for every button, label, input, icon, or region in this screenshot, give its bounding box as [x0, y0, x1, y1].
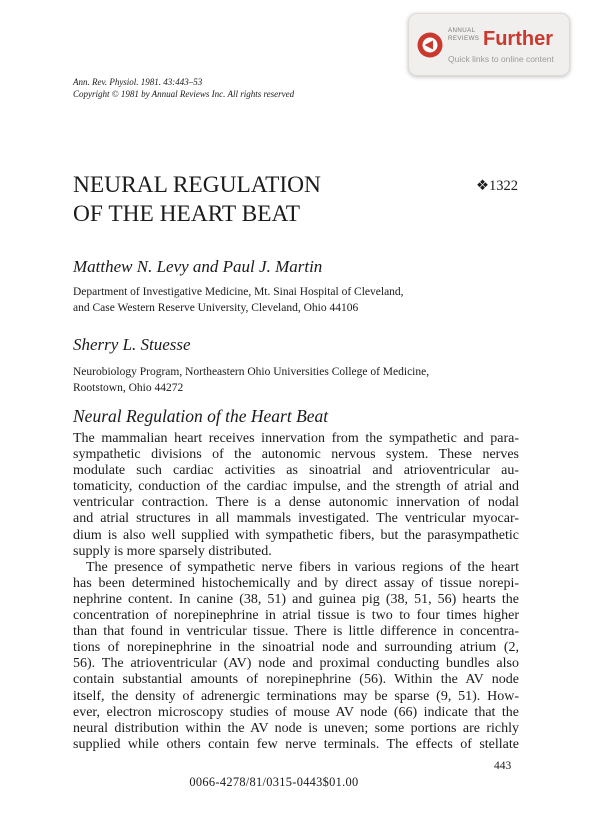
article-number: ❖1322 [476, 178, 518, 194]
author-names: Sherry L. Stuesse [73, 335, 191, 354]
article-title [73, 171, 321, 229]
body-line: sympathetic divisions of the autonomic nervous system. These nerves [73, 447, 519, 463]
body-line: than that found in ventricular tissue. There is little difference in concentra- [73, 624, 519, 640]
further-badge[interactable] [408, 13, 570, 76]
affiliation-line: Neurobiology Program, Northeastern Ohio Universities College of Medicine, [73, 366, 430, 378]
title-line: NEURAL REGULATION [73, 172, 321, 198]
body-text [73, 431, 519, 753]
affiliation-line: and Case Western Reserve University, Cleveland, Ohio 44106 [73, 302, 359, 314]
body-line: nephrine content. In canine (38, 51) and guinea pig (38, 51, 56) hearts the [73, 591, 519, 607]
section-heading: Neural Regulation of the Heart Beat [73, 406, 329, 426]
article-code: 0066-4278/81/0315-0443$01.00 [189, 775, 359, 789]
body-line: and atrial structures in all mammals investigated. The ventricular myocar- [73, 511, 519, 527]
body-line: has been determined histochemically and by direct assay of tissue norepi- [73, 575, 519, 591]
body-line: contain substantial amounts of norepinephrine (56). Within the AV node [73, 672, 519, 688]
journal-citation: Ann. Rev. Physiol. 1981. 43:443–53 [73, 77, 203, 87]
body-line: 56). The atrioventricular (AV) node and proximal conducting bundles also [73, 656, 519, 672]
body-line: supply is more sparsely distributed. [73, 543, 272, 559]
further-subtitle: Quick links to online content [448, 54, 554, 64]
publisher-name-line2: REVIEWS [448, 35, 480, 42]
body-line: itself, the density of adrenergic terminations may be sparse (9, 51). How- [73, 688, 519, 704]
publisher-name-line1: ANNUAL [448, 27, 476, 34]
paragraph [73, 560, 519, 753]
body-line: modulate such cardiac activities as sinoatrial and atrioventricular au- [73, 463, 519, 479]
body-line: tomaticity, conduction of the cardiac impulse, and the strength of atrial and [73, 479, 519, 495]
body-line: neural distribution within the AV node is uneven; some portions are richly [73, 720, 519, 736]
paragraph [73, 431, 519, 560]
further-arrow-icon [417, 32, 443, 58]
copyright-notice: Copyright © 1981 by Annual Reviews Inc. All rights reserved [73, 89, 295, 99]
affiliation-line: Department of Investigative Medicine, Mt. Sinai Hospital of Cleveland, [73, 286, 404, 298]
body-line: ever, electron microscopy studies of mouse AV node (66) indicate that the [73, 704, 519, 720]
affiliation-line: Rootstown, Ohio 44272 [73, 382, 184, 394]
body-line: concentration of norepinephrine in atrial tissue is two to four times higher [73, 608, 519, 624]
further-title: Further [483, 28, 553, 50]
body-line: tions of norepinephrine in the sinoatrial node and surrounding atrium (2, [73, 640, 519, 656]
author-names: Matthew N. Levy and Paul J. Martin [73, 257, 323, 276]
body-line: ventricular contraction. There is a dense autonomic innervation of nodal [73, 495, 519, 511]
title-line: OF THE HEART BEAT [73, 201, 301, 227]
body-line: dium is also well supplied with sympathetic fibers, but the parasympathetic [73, 527, 519, 543]
body-line: The presence of sympathetic nerve fibers in various regions of the heart [86, 559, 519, 575]
body-line: supplied while others contain few nerve terminals. The effects of stellate [73, 736, 519, 752]
page-number: 443 [494, 760, 512, 772]
body-line: The mammalian heart receives innervation from the sympathetic and para- [73, 431, 519, 446]
